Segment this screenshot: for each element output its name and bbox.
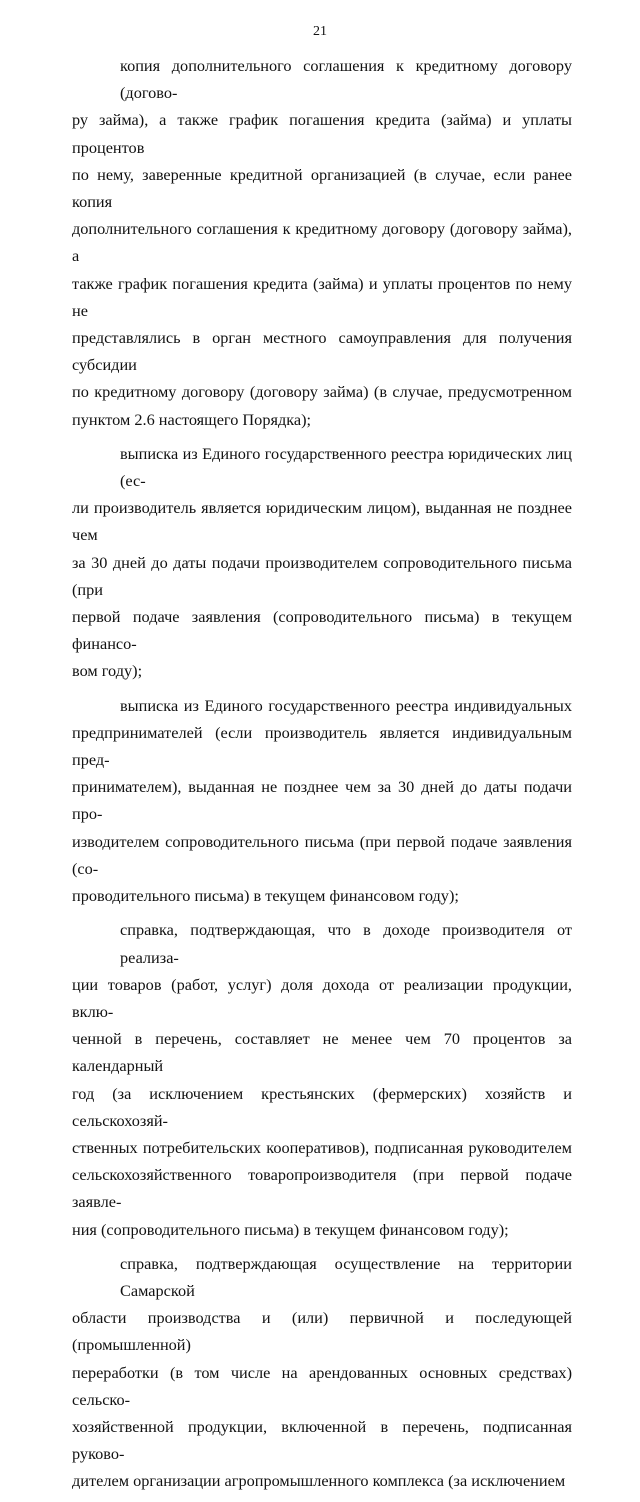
paragraph — [72, 52, 572, 433]
text-line: вом году); — [72, 661, 143, 681]
text-line: выписка из Единого государственного реестра юридических лиц (ес- — [120, 443, 572, 491]
text-line: ченной в перечень, составляет не менее чем 70 процентов за календарный — [72, 1029, 572, 1076]
text-line: дителем организации агропромышленного комплекса (за исключением — [72, 1471, 566, 1491]
text-line: принимателем), выданная не позднее чем за 30 дней до даты подачи про- — [72, 777, 572, 824]
text-line: справка, подтверждающая, что в доходе производителя от реализа- — [120, 920, 572, 967]
text-line: ции товаров (работ, услуг) доля дохода от реализации продукции, вклю- — [72, 974, 572, 1021]
text-line: ли производитель является юридическим лицом), выданная не позднее чем — [72, 498, 572, 545]
text-line: предпринимателей (если производитель является индивидуальным пред- — [72, 722, 572, 770]
text-line: сельскохозяйственного товаропроизводителя (при первой подаче заявле- — [72, 1165, 572, 1212]
text-line: копия дополнительного соглашения к кредитному договору (догово- — [120, 56, 572, 103]
text-line: области производства и (или) первичной и последующей (промышленной) — [72, 1308, 572, 1355]
text-line: год (за исключением крестьянских (фермерских) хозяйств и сельскохозяй- — [72, 1083, 572, 1130]
text-line: ственных потребительских кооперативов), подписанная руководителем — [72, 1137, 572, 1157]
text-line: дополнительного соглашения к кредитному договору (договору займа), а — [72, 219, 572, 266]
text-line: также график погашения кредита (займа) и уплаты процентов по нему не — [72, 273, 572, 320]
text-line: справка, подтверждающая осуществление на территории Самарской — [120, 1253, 572, 1300]
text-line: пунктом 2.6 настоящего Порядка); — [72, 409, 312, 429]
text-line: выписка из Единого государственного реестра индивидуальных — [120, 695, 572, 715]
paragraph — [72, 916, 572, 1242]
text-line: переработки (в том числе на арендованных основных средствах) сельско- — [72, 1362, 572, 1409]
paragraph — [72, 1250, 572, 1495]
text-line: представлялись в орган местного самоуправления для получения субсидии — [72, 328, 572, 375]
text-line: проводительного письма) в текущем финансовом году); — [72, 886, 459, 906]
document-body — [72, 52, 572, 1502]
text-line: ния (сопроводительного письма) в текущем финансовом году); — [72, 1219, 509, 1239]
paragraph — [72, 692, 572, 910]
text-line: изводителем сопроводительного письма (при первой подаче заявления (со- — [72, 831, 572, 878]
text-line: по нему, заверенные кредитной организацией (в случае, если ранее копия — [72, 164, 572, 212]
paragraph — [72, 440, 572, 685]
page-number: 21 — [313, 24, 327, 39]
text-line: по кредитному договору (договору займа) (в случае, предусмотренном — [72, 382, 572, 402]
text-line: ру займа), а также график погашения кредита (займа) и уплаты процентов — [72, 110, 572, 157]
text-line: за 30 дней до даты подачи производителем сопроводительного письма (при — [72, 552, 572, 599]
text-line: первой подаче заявления (сопроводительного письма) в текущем финансо- — [72, 607, 572, 654]
text-line: хозяйственной продукции, включенной в перечень, подписанная руково- — [72, 1416, 572, 1464]
